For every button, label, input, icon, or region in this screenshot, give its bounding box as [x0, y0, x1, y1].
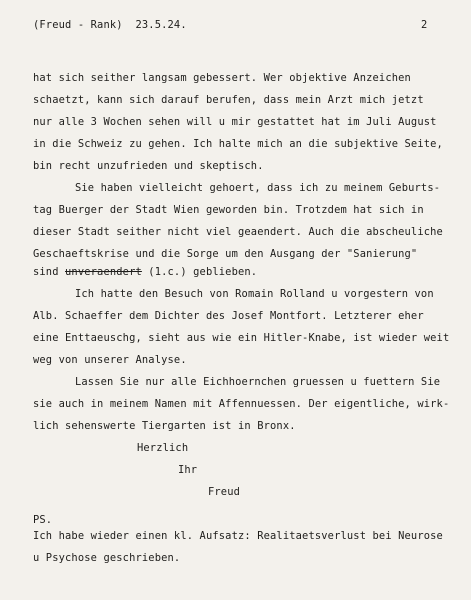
text-line: dieser Stadt seither nicht viel geaendert. Auch die abscheuliche	[33, 226, 443, 238]
text-line: in die Schweiz zu gehen. Ich halte mich an die subjektive Seite,	[33, 138, 443, 150]
text-line: Sie haben vielleicht gehoert, dass ich zu meinem Geburts-	[75, 182, 441, 194]
text-segment: (1.c.) geblieben.	[141, 266, 258, 278]
text-line: Ich hatte den Besuch von Romain Rolland u vorgestern von	[75, 288, 434, 300]
text-line: Lassen Sie nur alle Eichhoernchen gruessen u fuettern Sie	[75, 376, 441, 388]
text-line: tag Buerger der Stadt Wien geworden bin. Trotzdem hat sich in	[33, 204, 424, 216]
text-line: hat sich seither langsam gebessert. Wer objektive Anzeichen	[33, 72, 411, 84]
text-line	[33, 266, 257, 278]
text-line: Geschaeftskrise und die Sorge um den Ausgang der "Sanierung"	[33, 248, 418, 260]
text-line: lich sehenswerte Tiergarten ist in Bronx.	[33, 420, 296, 432]
text-line: weg von unserer Analyse.	[33, 354, 187, 366]
struck-text: unveraendert	[65, 266, 142, 278]
header-left: (Freud - Rank) 23.5.24.	[33, 19, 187, 31]
text-line: schaetzt, kann sich darauf berufen, dass mein Arzt mich jetzt	[33, 94, 424, 106]
closing-greeting: Herzlich	[137, 442, 189, 454]
text-line: Alb. Schaeffer dem Dichter des Josef Montfort. Letzterer eher	[33, 310, 424, 322]
text-line: bin recht unzufrieden und skeptisch.	[33, 160, 264, 172]
text-line: u Psychose geschrieben.	[33, 552, 181, 564]
text-line: eine Enttaeuschg, sieht aus wie ein Hitler-Knabe, ist wieder weit	[33, 332, 450, 344]
closing-pronoun: Ihr	[178, 464, 198, 476]
text-line: nur alle 3 Wochen sehen will u mir gestattet hat im Juli August	[33, 116, 437, 128]
text-line: sie auch in meinem Namen mit Affennuessen. Der eigentliche, wirk-	[33, 398, 450, 410]
postscript-label: PS.	[33, 514, 53, 526]
text-segment: sind	[33, 266, 66, 278]
page-number: 2	[421, 19, 428, 31]
signature: Freud	[208, 486, 241, 498]
text-line: Ich habe wieder einen kl. Aufsatz: Realitaetsverlust bei Neurose	[33, 530, 443, 542]
